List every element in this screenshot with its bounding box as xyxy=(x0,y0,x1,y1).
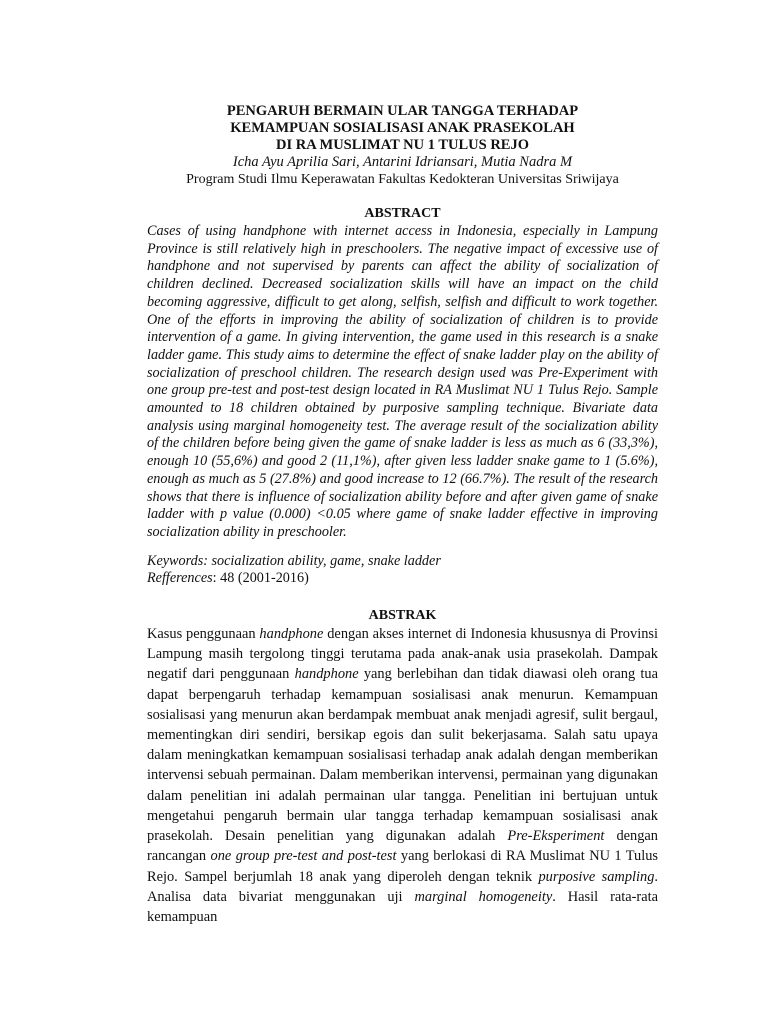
abstrak-italic-term: Pre-Eksperiment xyxy=(507,828,605,845)
paper-title xyxy=(147,103,658,154)
abstrak-text-run: . Analisa data bivariat menggunakan uji xyxy=(147,868,659,905)
keywords-block xyxy=(147,553,658,588)
abstrak-text-run: . Hasil rata-rata kemampuan xyxy=(147,888,658,925)
abstrak-text-run: Kasus penggunaan xyxy=(147,626,260,643)
references-line xyxy=(147,570,658,588)
title-line-1: PENGARUH BERMAIN ULAR TANGGA TERHADAP xyxy=(226,103,579,119)
abstrak-text-run: dengan akses internet di Indonesia khususnya di Provinsi Lampung masih tergolong tinggi terutama pada anak-anak usia prasekolah. Dampak negatif dari penggunaan xyxy=(147,626,658,683)
references-label: Refferences xyxy=(147,570,213,587)
affiliation: Program Studi Ilmu Keperawatan Fakultas Kedokteran Universitas Sriwijaya xyxy=(186,172,619,187)
abstrak-text-run: dengan rancangan xyxy=(147,828,658,865)
abstrak-italic-term: handphone xyxy=(294,666,359,683)
keywords-value: socialization ability, game, snake ladder xyxy=(207,552,441,569)
abstrak-italic-term: handphone xyxy=(259,626,324,643)
keywords-line xyxy=(147,553,658,571)
author-list: Icha Ayu Aprilia Sari, Antarini Idriansari, Mutia Nadra M xyxy=(232,154,573,170)
paper-content xyxy=(147,103,658,927)
abstrak-italic-term: marginal homogeneity xyxy=(414,888,553,905)
abstrak-italic-term: purposive sampling xyxy=(538,868,655,885)
abstrak-italic-term: one group pre-test and post-test xyxy=(210,848,397,865)
abstrak-text-run: yang berlokasi di RA Muslimat NU 1 Tulus Rejo. Sampel berjumlah 18 anak yang diperoleh dengan teknik xyxy=(147,848,658,885)
title-line-2: KEMAMPUAN SOSIALISASI ANAK PRASEKOLAH xyxy=(230,120,575,136)
references-value: : 48 (2001-2016) xyxy=(212,570,309,587)
abstrak-heading: ABSTRAK xyxy=(368,608,437,624)
keywords-label: Keywords: xyxy=(147,552,208,569)
abstract-body: Cases of using handphone with internet access in Indonesia, especially in Lampung Province is still relatively high in preschoolers. The negative impact of excessive use of handphone and not supervised by parents can affect the ability of socialization of children declined. Decreased socialization skills will have an impact on the child becoming aggressive, difficult to get along, selfish, selfish and difficult to work together. One of the efforts in improving the ability of socialization of children is to provide intervention of a game. In giving intervention, the game used in this research is a snake ladder game. This study aims to determine the effect of snake ladder play on the ability of socialization of preschool children. The research design used was Pre-Experiment with one group pre-test and post-test design located in RA Muslimat NU 1 Tulus Rejo. Sample amounted to 18 children obtained by purposive sampling technique. Bivariate data analysis using marginal homogeneity test. The average result of the socialization ability of the children before being given the game of snake ladder is less as much as 6 (33,3%), enough 10 (55,6%) and good 2 (11,1%), after given less ladder snake game to 1 (5.6%), enough as much as 5 (27.8%) and good increase to 12 (66.7%). The result of the research shows that there is influence of socialization ability before and after given game of snake ladder with p value (0.000) <0.05 where game of snake ladder effective in improving socialization ability in preschooler. xyxy=(147,223,658,540)
title-line-3: DI RA MUSLIMAT NU 1 TULUS REJO xyxy=(276,137,529,153)
abstract-heading: ABSTRACT xyxy=(364,206,441,221)
abstrak-text-run: yang berlebihan dan tidak diawasi oleh orang tua dapat berpengaruh terhadap kemampuan sosialisasi anak menurun. Kemampuan sosialisasi yang menurun akan berdampak membuat anak menjadi agresif, sulit bergaul, mementingkan diri sendiri, bersikap egois dan sulit bekerjasama. Salah satu upaya dalam meningkatkan kemampuan sosialisasi terhadap anak adalah dengan memberikan intervensi sebuah permainan. Dalam memberikan intervensi, permainan yang digunakan dalam penelitian ini adalah permainan ular tangga. Penelitian ini bertujuan untuk mengetahui pengaruh bermain ular tangga terhadap kemampuan sosialisasi anak prasekolah. Desain penelitian yang digunakan adalah xyxy=(147,666,658,845)
abstrak-body xyxy=(147,624,658,927)
